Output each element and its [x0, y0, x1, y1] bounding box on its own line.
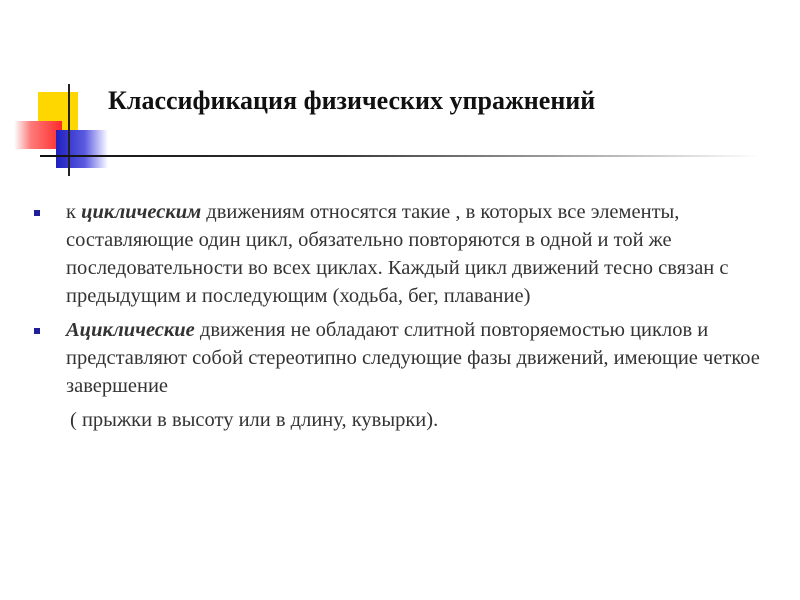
bullet-emphasis: Ациклические — [66, 319, 195, 341]
bullet-text: движениям относятся такие , в которых все элементы, составляющие один цикл, обязательно повторяются в одной и той же последовательности во всех циклах. Каждый цикл движений тесно связан с предыдущим и последующим (ходьба, бег, плавание) — [66, 201, 729, 307]
slide-title: Классификация физических упражнений — [108, 86, 596, 115]
bullet-list — [34, 198, 774, 434]
bullet-square-icon — [34, 328, 40, 334]
bullet-text: движения не обладают слитной повторяемостью циклов и представляют собой стереотипно следующие фазы движений, имеющие четкое завершение — [66, 319, 760, 397]
title-underline — [40, 155, 760, 157]
bullet-emphasis: циклическим — [81, 201, 202, 223]
bullet-item-cyclic — [34, 198, 774, 310]
logo-red-square — [14, 121, 62, 149]
logo-vertical-line — [68, 84, 70, 176]
bullet-continuation: ( прыжки в высоту или в длину, кувырки). — [70, 409, 439, 431]
bullet-prefix: к — [66, 201, 82, 223]
bullet-item-acyclic — [34, 316, 774, 434]
logo-blue-square — [56, 130, 108, 168]
bullet-square-icon — [34, 210, 40, 216]
